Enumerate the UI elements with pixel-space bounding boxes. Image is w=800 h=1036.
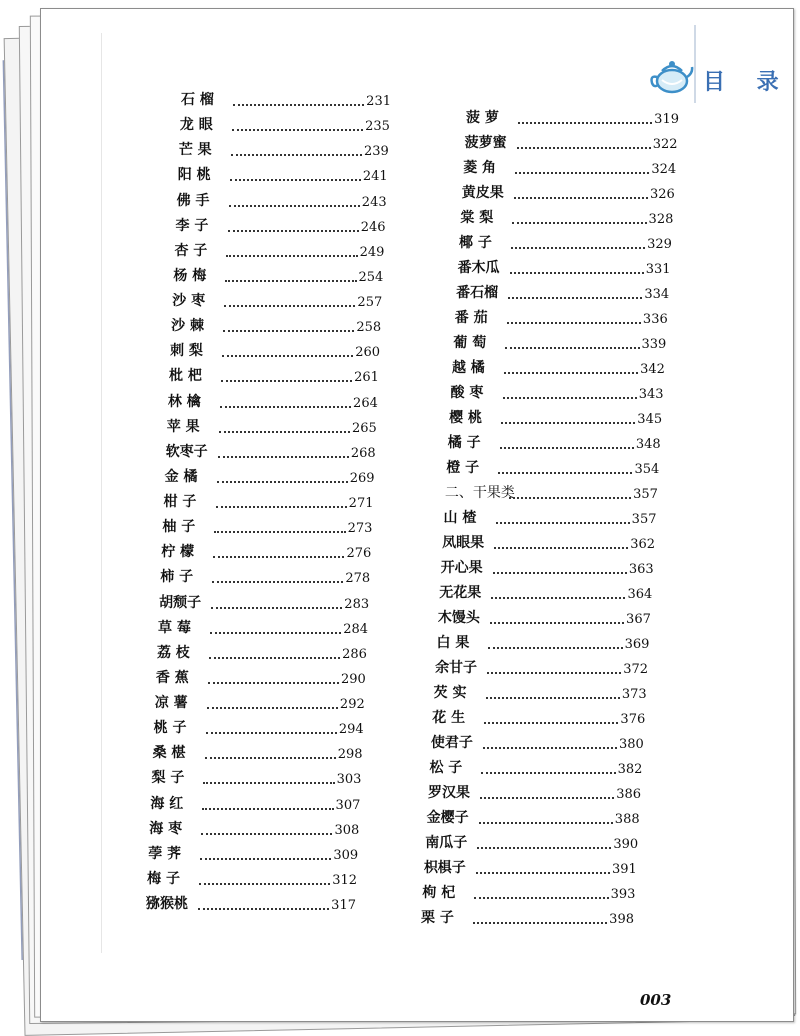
- toc-entry-page: 331: [645, 262, 671, 277]
- toc-entry[interactable]: [147, 868, 357, 888]
- toc-entry-page: 380: [619, 737, 644, 752]
- toc-entry-name: 枇 杷: [168, 368, 202, 385]
- toc-entry[interactable]: [160, 566, 370, 586]
- leader-dots: [223, 329, 354, 332]
- toc-entry-name: 梅 子: [147, 870, 180, 887]
- leader-dots: [212, 580, 343, 583]
- toc-entry[interactable]: [429, 757, 642, 777]
- toc-entry-page: 292: [339, 697, 365, 712]
- leader-dots: [509, 496, 631, 499]
- toc-entry[interactable]: [459, 232, 672, 252]
- leader-dots: [518, 121, 652, 124]
- toc-entry[interactable]: [169, 365, 379, 385]
- toc-entry[interactable]: [162, 516, 372, 536]
- toc-entry-name: 金樱子: [426, 810, 469, 826]
- toc-entry[interactable]: [436, 632, 649, 652]
- toc-entry-page: 343: [638, 387, 664, 402]
- toc-entry-name: 菱 角: [463, 160, 497, 176]
- toc-entry[interactable]: [424, 857, 637, 877]
- toc-entry[interactable]: [458, 257, 671, 277]
- toc-entry-name: 凤眼果: [442, 535, 485, 551]
- leader-dots: [488, 646, 622, 649]
- toc-entry-name: 橙 子: [446, 460, 480, 476]
- leader-dots: [487, 671, 621, 674]
- toc-entry-page: 246: [360, 219, 386, 235]
- toc-entry[interactable]: [158, 617, 368, 637]
- toc-entry[interactable]: [174, 240, 384, 260]
- toc-entry[interactable]: [425, 832, 638, 852]
- toc-entry-name: 阳 桃: [177, 167, 211, 184]
- toc-entry-name: 沙 棘: [171, 318, 205, 335]
- toc-entry[interactable]: [441, 557, 654, 577]
- toc-entry[interactable]: [148, 843, 358, 863]
- leader-dots: [474, 896, 608, 899]
- toc-entry-name: 香 蕉: [155, 669, 189, 686]
- toc-entry-page: 398: [609, 912, 634, 927]
- toc-entry-name: 使君子: [430, 735, 473, 751]
- toc-entry-name: 番 茄: [454, 310, 488, 326]
- leader-dots: [203, 781, 334, 784]
- leader-dots: [481, 771, 615, 774]
- toc-entry-name: 沙 枣: [172, 293, 206, 309]
- toc-entry-name: 凉 薯: [154, 695, 188, 711]
- leader-dots: [490, 621, 624, 624]
- toc-entry-page: 290: [341, 671, 366, 687]
- toc-entry-name: 芒 果: [178, 142, 212, 159]
- toc-entry-name: 无花果: [439, 585, 482, 601]
- leader-dots: [507, 321, 641, 324]
- toc-entry[interactable]: [146, 893, 356, 913]
- toc-entry-name: 枳椇子: [423, 860, 466, 876]
- toc-entry-page: 354: [634, 462, 660, 477]
- toc-entry-page: 268: [350, 445, 376, 461]
- leader-dots: [225, 279, 356, 282]
- toc-entry-name: 开心果: [440, 560, 483, 576]
- toc-entry[interactable]: [167, 416, 377, 436]
- leader-dots: [510, 271, 644, 274]
- toc-entry[interactable]: [154, 717, 364, 737]
- toc-entry-page: 257: [357, 295, 383, 310]
- toc-entry-page: 357: [633, 487, 658, 502]
- toc-entry-page: 241: [362, 169, 388, 185]
- leader-dots: [221, 379, 352, 382]
- leader-dots: [486, 696, 620, 699]
- toc-entry[interactable]: [165, 466, 375, 486]
- toc-entry-name: 枸 杞: [422, 885, 456, 901]
- toc-entry-name: 石 榴: [181, 92, 214, 108]
- toc-entry-name: 胡颓子: [159, 594, 202, 611]
- toc-entry-name: 番木瓜: [457, 260, 500, 276]
- page-fold-line: [101, 33, 102, 953]
- leader-dots: [201, 832, 332, 835]
- toc-entry[interactable]: [448, 432, 661, 452]
- toc-entry-name: 椰 子: [458, 235, 492, 251]
- toc-entry-page: 264: [353, 395, 378, 411]
- toc-entry-name: 越 橘: [451, 360, 485, 376]
- toc-entry[interactable]: [432, 707, 645, 727]
- toc-entry[interactable]: [164, 491, 374, 511]
- toc-entry[interactable]: [172, 290, 382, 310]
- toc-entry[interactable]: [161, 541, 371, 561]
- toc-entry-page: 339: [641, 337, 667, 352]
- toc-entry-name: 罗汉果: [428, 785, 471, 801]
- leader-dots: [504, 371, 638, 374]
- toc-entry[interactable]: [431, 732, 644, 752]
- toc-entry[interactable]: [176, 215, 386, 235]
- toc-entry-name: 佛 手: [176, 192, 210, 209]
- leader-dots: [210, 631, 341, 634]
- toc-entry[interactable]: [149, 818, 359, 838]
- toc-entry[interactable]: [427, 807, 640, 827]
- toc-entry-page: 393: [610, 887, 636, 902]
- toc-entry-name: 木馒头: [437, 610, 480, 626]
- leader-dots: [505, 346, 639, 349]
- toc-entry-name: 刺 梨: [170, 343, 203, 360]
- leader-dots: [222, 354, 353, 357]
- toc-entry-name: 桑 椹: [152, 745, 186, 762]
- toc-entry-page: 239: [363, 144, 389, 160]
- toc-entry[interactable]: [159, 592, 369, 612]
- leader-dots: [218, 455, 349, 458]
- toc-entry-name: 龙 眼: [179, 117, 213, 134]
- toc-entry[interactable]: [463, 157, 676, 177]
- toc-entry-name: 金 橘: [164, 468, 198, 485]
- toc-entry[interactable]: [173, 265, 383, 285]
- toc-entry[interactable]: [166, 441, 376, 461]
- toc-entry-name: 草 莓: [158, 619, 191, 636]
- toc-entry-page: 391: [611, 862, 637, 877]
- leader-dots: [207, 706, 338, 709]
- toc-entry-name: 松 子: [429, 760, 463, 776]
- toc-entry-page: 336: [642, 312, 668, 327]
- toc-entry-name: 芡 实: [433, 685, 467, 701]
- toc-entry-name: 荔 枝: [156, 644, 190, 661]
- leader-dots: [200, 857, 331, 860]
- toc-entry-page: 278: [345, 571, 371, 587]
- leader-dots: [477, 846, 611, 849]
- leader-dots: [494, 546, 628, 549]
- toc-entry-name: 杏 子: [174, 242, 208, 259]
- leader-dots: [517, 146, 651, 149]
- toc-entry[interactable]: [446, 457, 659, 477]
- toc-entry-name: 白 果: [436, 635, 470, 651]
- toc-entry[interactable]: [439, 582, 652, 602]
- toc-entry-page: 357: [631, 512, 657, 527]
- leader-dots: [483, 746, 617, 749]
- toc-entry-name: 柚 子: [162, 519, 196, 536]
- toc-entry[interactable]: [452, 357, 665, 377]
- toc-entry-name: 葡 萄: [453, 335, 487, 351]
- toc-entry-name: 海 红: [150, 795, 184, 812]
- toc-entry-page: 231: [366, 94, 391, 109]
- toc-entry-name: 杨 梅: [173, 267, 207, 284]
- leader-dots: [496, 521, 630, 524]
- leader-dots: [226, 254, 357, 257]
- toc-entry[interactable]: [153, 742, 363, 762]
- toc-entry-page: 329: [647, 237, 672, 252]
- toc-entry-page: 303: [336, 772, 362, 788]
- toc-entry-page: 283: [344, 596, 370, 612]
- toc-entry-name: 苹 果: [166, 418, 200, 435]
- toc-title: 目 录: [703, 70, 791, 95]
- toc-entry[interactable]: [456, 282, 669, 302]
- toc-entry-name: 桃 子: [153, 720, 187, 737]
- toc-entry-name: 软枣子: [165, 443, 208, 460]
- toc-entry-page: 326: [649, 187, 675, 202]
- toc-entry[interactable]: [168, 391, 378, 411]
- toc-entry-page: 372: [623, 662, 649, 677]
- leader-dots: [232, 128, 363, 131]
- toc-entry-page: 269: [349, 470, 375, 486]
- leader-dots: [491, 596, 625, 599]
- toc-entry[interactable]: [455, 307, 668, 327]
- toc-section-heading[interactable]: [445, 482, 658, 502]
- toc-entry[interactable]: [435, 657, 648, 677]
- toc-entry-page: 235: [365, 119, 390, 135]
- toc-entry-name: 栗 子: [421, 910, 454, 926]
- toc-entry[interactable]: [462, 182, 675, 202]
- toc-entry-name: 花 生: [432, 710, 466, 726]
- leader-dots: [219, 430, 350, 433]
- leader-dots: [512, 221, 646, 224]
- toc-entry-name: 樱 桃: [449, 410, 482, 426]
- toc-entry-page: 261: [354, 370, 379, 386]
- toc-entry-page: 382: [617, 762, 643, 777]
- toc-entry-name: 菠萝蜜: [464, 135, 507, 151]
- leader-dots: [211, 606, 342, 609]
- toc-entry-name: 林 檎: [167, 393, 201, 410]
- toc-entry-page: 271: [348, 496, 374, 511]
- toc-entry-page: 286: [342, 646, 367, 662]
- leader-dots: [208, 681, 339, 684]
- toc-entry[interactable]: [155, 692, 365, 712]
- toc-entry-page: 369: [624, 637, 650, 652]
- leader-dots: [220, 405, 351, 408]
- toc-entry[interactable]: [180, 114, 390, 134]
- toc-entry-page: 376: [620, 712, 646, 727]
- toc-entry-page: 363: [628, 562, 654, 577]
- toc-entry-name: 菠 萝: [466, 110, 499, 126]
- toc-entry-name: 荸 荠: [148, 845, 182, 862]
- leader-dots: [514, 196, 648, 199]
- leader-dots: [515, 171, 649, 174]
- toc-entry[interactable]: [170, 340, 380, 360]
- toc-entry-name: 柠 檬: [161, 544, 195, 561]
- leader-dots: [473, 921, 607, 924]
- toc-entry-name: 棠 梨: [460, 210, 494, 226]
- toc-entry-page: 260: [355, 345, 381, 361]
- leader-dots: [209, 656, 340, 659]
- teapot-logo-icon: [648, 55, 694, 95]
- toc-entry-page: 309: [333, 847, 359, 863]
- toc-entry-page: 319: [654, 112, 679, 127]
- leader-dots: [214, 530, 345, 533]
- toc-entry[interactable]: [466, 107, 679, 127]
- leader-dots: [476, 871, 610, 874]
- toc-entry[interactable]: [442, 532, 655, 552]
- leader-dots: [199, 882, 330, 885]
- toc-entry-page: 298: [337, 747, 363, 763]
- toc-entry-page: 390: [613, 837, 639, 852]
- leader-dots: [503, 396, 637, 399]
- leader-dots: [508, 296, 642, 299]
- toc-entry[interactable]: [465, 132, 678, 152]
- toc-entry-page: 273: [347, 521, 373, 537]
- toc-entry-page: 276: [346, 546, 372, 562]
- toc-page: [40, 8, 794, 1022]
- leader-dots: [198, 907, 329, 910]
- leader-dots: [229, 204, 360, 207]
- toc-entry-name: 酸 枣: [450, 385, 484, 401]
- toc-entry-page: 322: [652, 137, 678, 152]
- leader-dots: [484, 721, 618, 724]
- toc-entry-page: 317: [331, 898, 356, 913]
- leader-dots: [217, 480, 348, 483]
- toc-entry[interactable]: [422, 882, 635, 902]
- toc-entry[interactable]: [157, 642, 367, 662]
- leader-dots: [228, 229, 359, 232]
- toc-entry-name: 柑 子: [163, 494, 197, 510]
- toc-entry[interactable]: [150, 793, 360, 813]
- toc-entry-name: 山 楂: [443, 510, 477, 526]
- leader-dots: [501, 421, 635, 424]
- leader-dots: [216, 505, 347, 508]
- toc-entry-page: 367: [626, 612, 651, 627]
- toc-entry-name: 余甘子: [435, 660, 478, 676]
- leader-dots: [224, 304, 355, 307]
- toc-entry[interactable]: [178, 164, 388, 184]
- toc-entry[interactable]: [171, 315, 381, 335]
- toc-entry-page: 249: [359, 244, 385, 260]
- toc-entry-name: 黄皮果: [461, 185, 504, 201]
- toc-entry-page: 334: [644, 287, 670, 302]
- toc-entry-name: 猕猴桃: [146, 896, 188, 912]
- toc-entry-page: 243: [361, 194, 387, 210]
- toc-entry-page: 373: [621, 687, 647, 702]
- toc-entry-name: 南瓜子: [425, 835, 468, 851]
- toc-entry[interactable]: [156, 667, 366, 687]
- leader-dots: [500, 446, 634, 449]
- leader-dots: [231, 153, 362, 156]
- toc-entry-page: 342: [640, 362, 665, 377]
- toc-entry[interactable]: [460, 207, 673, 227]
- toc-entry[interactable]: [151, 767, 361, 787]
- leader-dots: [202, 807, 333, 810]
- toc-entry[interactable]: [444, 507, 657, 527]
- toc-entry[interactable]: [449, 407, 662, 427]
- toc-entry-page: 362: [630, 537, 656, 552]
- toc-entry[interactable]: [177, 190, 387, 210]
- toc-entry-name: 番石榴: [456, 285, 499, 301]
- toc-entry-page: 308: [334, 822, 360, 838]
- leader-dots: [479, 821, 613, 824]
- toc-entry-page: 254: [358, 269, 384, 285]
- toc-entry-name: 二、干果类: [444, 485, 515, 501]
- toc-entry-page: 307: [335, 797, 361, 813]
- page-number: 003: [640, 991, 672, 1009]
- leader-dots: [230, 178, 361, 181]
- toc-entry[interactable]: [428, 782, 641, 802]
- toc-entry-page: 284: [343, 621, 369, 637]
- toc-entry-name: 海 枣: [149, 820, 183, 837]
- toc-entry-page: 324: [651, 162, 677, 177]
- toc-entry[interactable]: [438, 607, 651, 627]
- toc-entry[interactable]: [453, 332, 666, 352]
- leader-dots: [493, 571, 627, 574]
- leader-dots: [213, 555, 344, 558]
- toc-entry[interactable]: [434, 682, 647, 702]
- toc-entry-page: 294: [338, 722, 364, 738]
- toc-entry-page: 345: [637, 412, 663, 427]
- toc-entry-page: 258: [356, 320, 382, 336]
- toc-entry-page: 388: [614, 812, 640, 827]
- toc-entry[interactable]: [451, 382, 664, 402]
- leader-dots: [511, 246, 645, 249]
- toc-entry[interactable]: [421, 907, 634, 927]
- toc-entry-name: 柿 子: [160, 569, 194, 586]
- leader-dots: [206, 731, 337, 734]
- toc-entry-page: 364: [627, 587, 653, 602]
- leader-dots: [480, 796, 614, 799]
- toc-entry-page: 386: [616, 787, 642, 802]
- toc-entry-name: 梨 子: [151, 770, 185, 787]
- toc-entry-name: 李 子: [175, 217, 209, 234]
- leader-dots: [205, 756, 336, 759]
- toc-entry-page: 348: [635, 437, 661, 452]
- toc-entry-page: 312: [332, 872, 358, 888]
- toc-entry[interactable]: [181, 89, 391, 109]
- toc-entry-page: 328: [648, 212, 674, 227]
- leader-dots: [233, 103, 364, 106]
- toc-entry[interactable]: [179, 139, 389, 159]
- header-divider: [694, 25, 696, 103]
- leader-dots: [498, 471, 632, 474]
- toc-entry-name: 橘 子: [447, 435, 481, 451]
- toc-entry-page: 265: [351, 420, 377, 436]
